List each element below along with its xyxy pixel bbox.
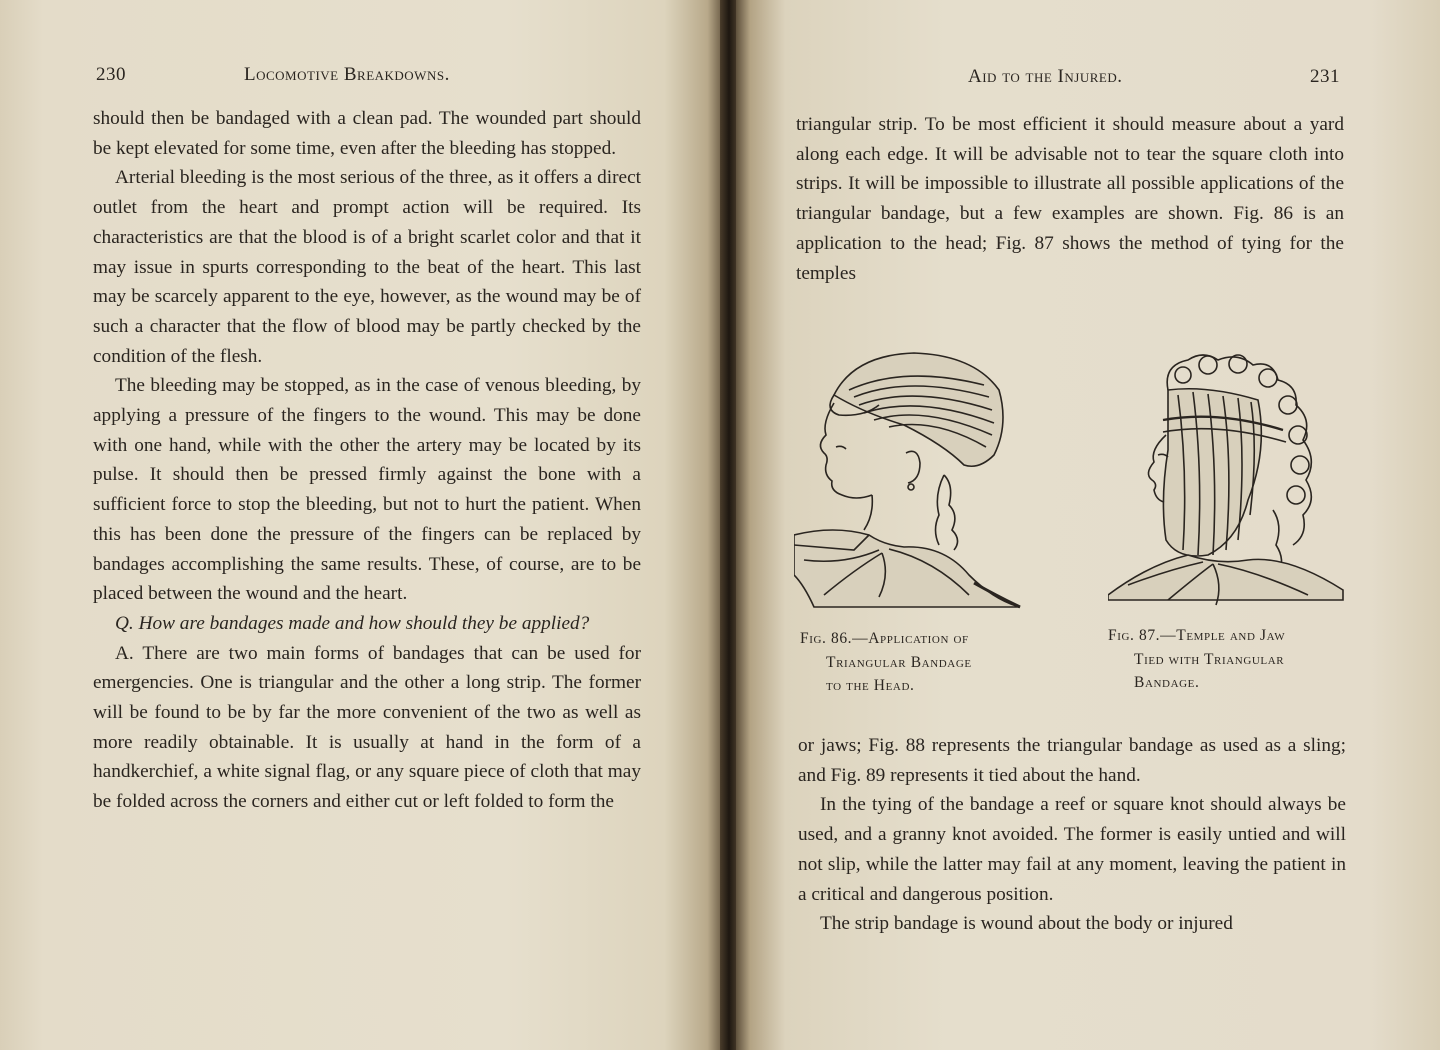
right-bottom-text [798, 731, 1346, 939]
paragraph: In the tying of the bandage a reef or square knot should always be used, and a granny knot avoided. The former is easily untied and will not slip, while the latter may fail at any moment, leaving the patient in a critical and dangerous position. [798, 794, 1346, 905]
paragraph: The strip bandage is wound about the body or injured [820, 913, 1233, 935]
running-head-left: Locomotive Breakdowns. [244, 64, 450, 85]
running-head-right: Aid to the Injured. [968, 66, 1123, 87]
paragraph: should then be bandaged with a clean pad. The wounded part should be kept elevated for some time, even after the bleeding has stopped. [93, 108, 641, 159]
paragraph: Arterial bleeding is the most serious of the three, as it offers a direct outlet from the heart and prompt action will be required. Its characteristics are that the blood is of a bright scarlet color and that it may issue in spurts corresponding to the beat of the heart. This last may be scarcely apparent to the eye, however, as the wound may be of such a character that the flow of blood may be partly checked by the condition of the flesh. [93, 167, 641, 367]
right-page [736, 0, 1440, 1050]
figure-86-head-bandage-illustration [794, 335, 1028, 615]
figure-87-caption [1108, 624, 1285, 695]
caption-line: Fig. 86.—Application of [800, 630, 969, 647]
page-number-left: 230 [96, 64, 126, 85]
paragraph: or jaws; Fig. 88 represents the triangular bandage as used as a sling; and Fig. 89 represents it tied about the hand. [798, 735, 1346, 786]
right-top-text [796, 110, 1344, 288]
question-paragraph: Q. How are bandages made and how should they be applied? [115, 612, 590, 634]
page-number-right: 231 [1310, 66, 1340, 87]
left-body-text [93, 104, 641, 817]
caption-line: Bandage. [1134, 674, 1200, 691]
figure-86-caption [800, 627, 972, 698]
paragraph: The bleeding may be stopped, as in the case of venous bleeding, by applying a pressure of the fingers to the wound. This may be done with one hand, while with the other the artery may be located by its pulse. It should then be pressed firmly against the bone with a sufficient force to stop the bleeding, but not to hurt the patient. When this has been done the pressure of the fingers can be replaced by bandages accomplishing the same results. These, of course, are to be placed between the wound and the heart. [93, 375, 641, 605]
answer-paragraph: A. There are two main forms of bandages that can be used for emergencies. One is triangular and the other a long strip. The former will be found to be by far the more convenient of the two as well as more readily obtainable. It is usually at hand in the form of a handkerchief, a white signal flag, or any square piece of cloth that may be folded across the corners and either cut or left folded to form the [93, 642, 641, 813]
paragraph: triangular strip. To be most efficient it should measure about a yard along each edge. It will be advisable not to tear the square cloth into strips. It will be impossible to illustrate all possible applications of the triangular bandage, but a few examples are shown. Fig. 86 is an application to the head; Fig. 87 shows the method of tying for the temples [796, 114, 1344, 284]
caption-line: Fig. 87.—Temple and Jaw [1108, 627, 1286, 644]
caption-line: to the Head. [826, 677, 915, 694]
caption-line: Triangular Bandage [826, 653, 972, 671]
figure-87-jaw-bandage-illustration [1108, 350, 1348, 615]
caption-line: Tied with Triangular [1134, 650, 1285, 668]
